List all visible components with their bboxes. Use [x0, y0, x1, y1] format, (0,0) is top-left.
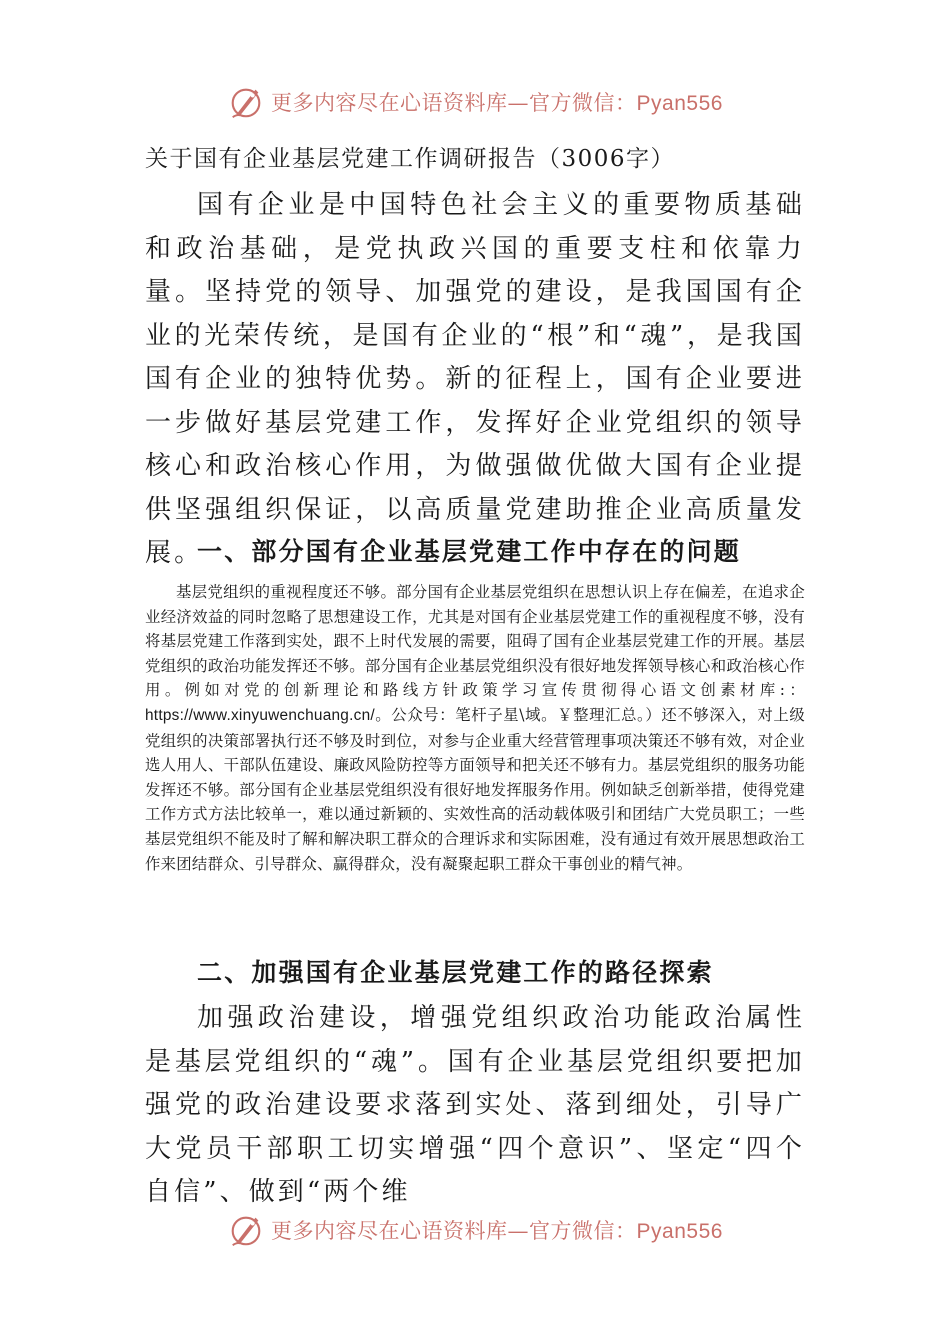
- section-heading-problems: 一、部分国有企业基层党建工作中存在的问题: [197, 537, 742, 566]
- banner-text: 更多内容尽在心语资料库—官方微信：Pyan556: [271, 91, 723, 115]
- problems-paragraph: 基层党组织的重视程度还不够。部分国有企业基层党组织在思想认识上存在偏差，在追求企业经济效益的同时忽略了思想建设工作，尤其是对国有企业基层党建工作的重视程度不够，没有将基层党建工作落到实处，跟不上时代发展的需要，阻碍了国有企业基层党建工作的开展。基层党组织的政治功能发挥还不够。部分国有企业基层党组织没有很好地发挥领导核心和政治核心作用。例如对党的创新理论和路线方针政策学习宣传贯彻得心语文创素材库:：https://www.xinyuwenchuang.cn/。公众号：笔杆子星\域。￥整理汇总。）还不够深入，对上级党组织的决策部署执行还不够及时到位，对参与企业重大经营管理事项决策还不够有效，对企业选人用人、干部队伍建设、廉政风险防控等方面领导和把关还不够有力。基层党组织的服务功能发挥还不够。部分国有企业基层党组织没有很好地发挥服务作用。例如缺乏创新举措，使得党建工作方式方法比较单一，难以通过新颖的、实效性高的活动载体吸引和团结广大党员职工；一些基层党组织不能及时了解和解决职工群众的合理诉求和实际困难，没有通过有效开展思想政治工作来团结群众、引导群众、赢得群众，没有凝聚起职工群众干事创业的精气神。: [145, 583, 805, 873]
- banner-text: 更多内容尽在心语资料库—官方微信：Pyan556: [271, 1219, 723, 1243]
- source-url-link[interactable]: https://www.xinyuwenchuang.cn/: [145, 706, 375, 724]
- quill-pen-logo-icon: [227, 83, 265, 121]
- document-title: 关于国有企业基层党建工作调研报告（3006字）: [145, 146, 676, 172]
- quill-pen-logo-icon: [227, 1211, 265, 1249]
- political-construction-paragraph: 加强政治建设，增强党组织政治功能政治属性是基层党组织的“魂”。国有企业基层党组织要把加强党的政治建设要求落到实处、落到细处，引导广大党员干部职工切实增强“四个意识”、坚定“四个自信”、做到“两个维: [145, 1003, 805, 1207]
- footer-banner: [0, 1208, 950, 1252]
- header-banner: [0, 80, 950, 124]
- intro-paragraph: 国有企业是中国特色社会主义的重要物质基础和政治基础，是党执政兴国的重要支柱和依靠力量。坚持党的领导、加强党的建设，是我国国有企业的光荣传统，是国有企业的“根”和“魂”，是我国国有企业的独特优势。新的征程上，国有企业要进一步做好基层党建工作，发挥好企业党组织的领导核心和政治核心作用，为做强做优做大国有企业提供坚强组织保证，以高质量党建助推企业高质量发展。: [145, 190, 805, 568]
- section-heading-paths: 二、加强国有企业基层党建工作的路径探索: [197, 958, 714, 987]
